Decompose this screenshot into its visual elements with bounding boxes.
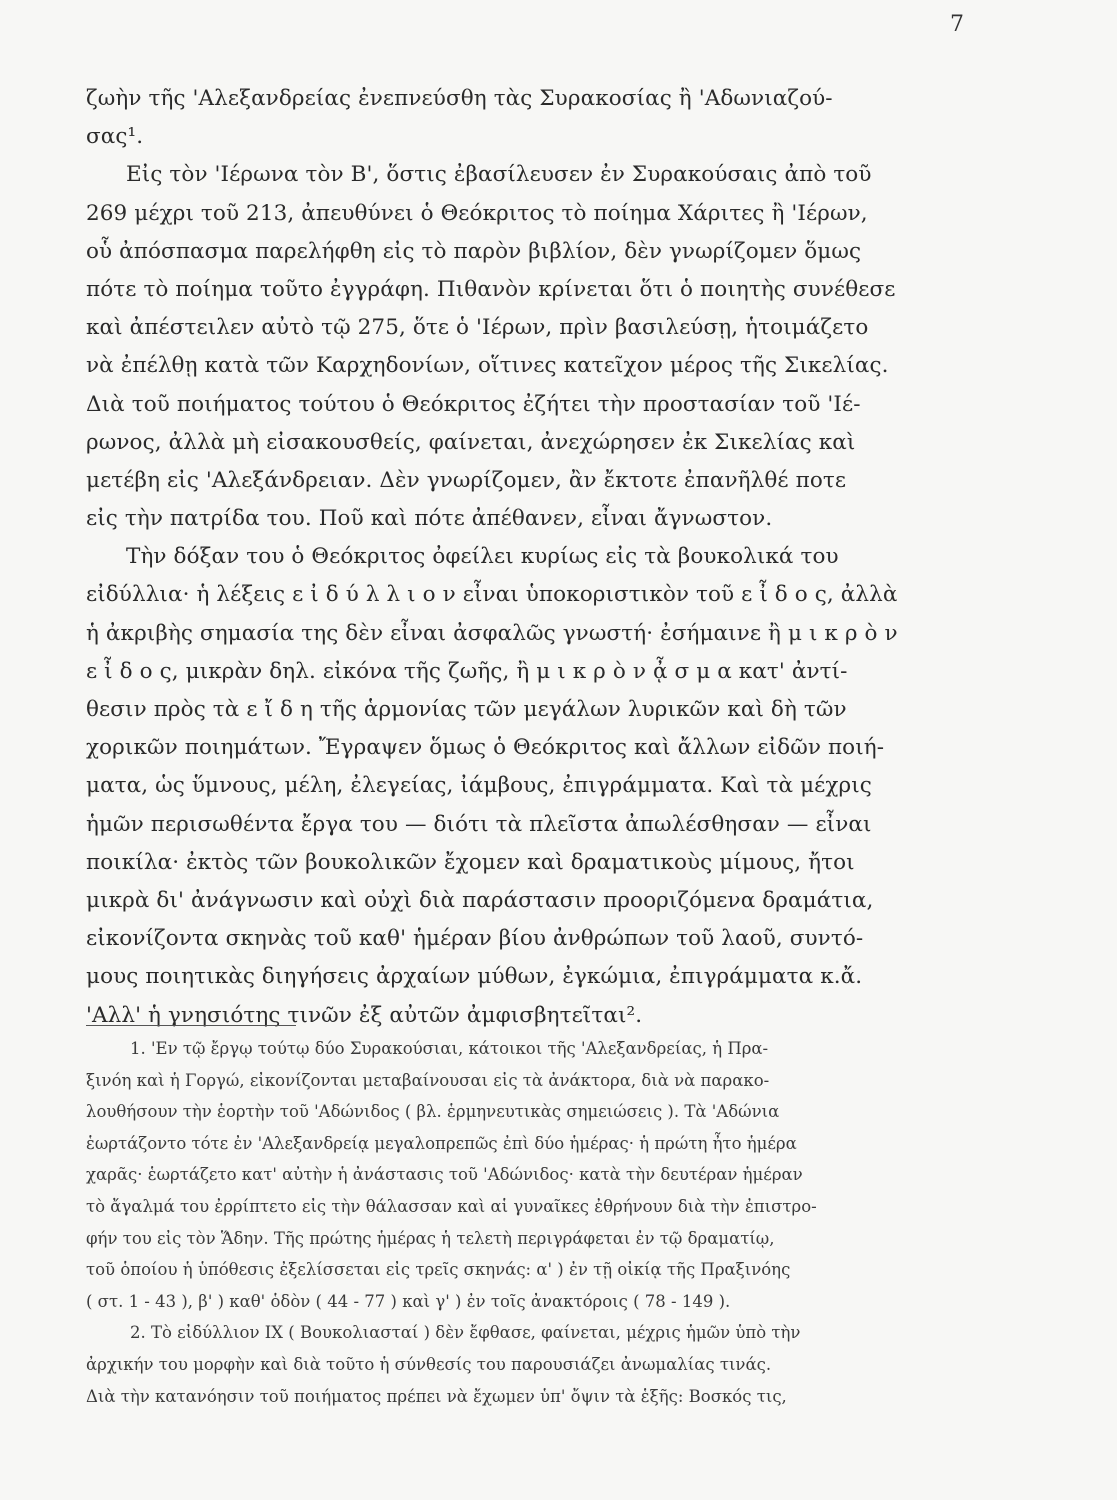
body-line: θεσιν πρὸς τὰ ε ἴ δ η τῆς ἁρμονίας τῶν μεγάλων λυρικῶν καὶ δὴ τῶν — [86, 697, 847, 722]
footnote-line: 2. Τὸ εἰδύλλιον IX ( Βουκολιασταί ) δὲν ἔφθασε, φαίνεται, μέχρις ἡμῶν ὑπὸ τὴν — [130, 1323, 801, 1343]
body-line: εἰς τὴν πατρίδα του. Ποῦ καὶ πότε ἀπέθανεν, εἶναι ἄγνωστον. — [86, 506, 773, 532]
body-line: Διὰ τοῦ ποιήματος τούτου ὁ Θεόκριτος ἐζήτει τὴν προστασίαν τοῦ 'Ιέ- — [86, 391, 861, 417]
body-line: μους ποιητικὰς διηγήσεις ἀρχαίων μύθων, ἐγκώμια, ἐπιγράμματα κ.ἄ. — [86, 964, 863, 990]
body-line: ποικίλα· ἐκτὸς τῶν βουκολικῶν ἔχομεν καὶ δραματικοὺς μίμους, ἤτοι — [86, 849, 855, 875]
body-line: νὰ ἐπέλθῃ κατὰ τῶν Καρχηδονίων, οἵτινες κατεῖχον μέρος τῆς Σικελίας. — [86, 353, 889, 379]
body-line: Εἰς τὸν 'Ιέρωνα τὸν Β', ὅστις ἐβασίλευσεν ἐν Συρακούσαις ἀπὸ τοῦ — [126, 162, 872, 188]
body-line: χορικῶν ποιημάτων. Ἔγραψεν ὅμως ὁ Θεόκριτος καὶ ἄλλων εἰδῶν ποιή- — [86, 735, 885, 761]
body-line: ἡ ἀκριβὴς σημασία της δὲν εἶναι ἀσφαλῶς γνωστή· ἐσήμαινε ἢ μ ι κ ρ ὸ ν — [86, 620, 898, 646]
body-line: 269 μέχρι τοῦ 213, ἀπευθύνει ὁ Θεόκριτος τὸ ποίημα Χάριτες ἢ 'Ιέρων, — [86, 200, 868, 226]
body-line: ματα, ὡς ὕμνους, μέλη, ἐλεγείας, ἰάμβους, ἐπιγράμματα. Καὶ τὰ μέχρις — [86, 773, 872, 799]
body-line: ε ἶ δ ο ς, μικρὰν δηλ. εἰκόνα τῆς ζωῆς, ἢ μ ι κ ρ ὸ ν ᾆ σ μ α κατ' ἀντί- — [86, 658, 848, 684]
footnote-line: φήν του εἰς τὸν Ἅδην. Τῆς πρώτης ἡμέρας ἡ τελετὴ περιγράφεται ἐν τῷ δραματίῳ, — [86, 1228, 775, 1248]
body-line: 'Αλλ' ἡ γνησιότης τινῶν ἐξ αὐτῶν ἀμφισβητεῖται². — [86, 1002, 643, 1028]
footnote-line: τοῦ ὁποίου ἡ ὑπόθεσις ἐξελίσσεται εἰς τρεῖς σκηνάς: α' ) ἐν τῇ οἰκίᾳ τῆς Πραξινόης — [86, 1260, 791, 1280]
footnote-line: 1. 'Εν τῷ ἔργῳ τούτῳ δύο Συρακούσιαι, κάτοικοι τῆς 'Αλεξανδρείας, ἡ Πρα- — [130, 1039, 769, 1058]
footnote-line: ἀρχικήν του μορφὴν καὶ διὰ τοῦτο ἡ σύνθεσίς του παρουσιάζει ἀνωμαλίας τινάς. — [86, 1354, 772, 1374]
body-line: εἰδύλλια· ἡ λέξεις ε ἰ δ ύ λ λ ι ο ν εἶναι ὑποκοριστικὸν τοῦ ε ἶ δ ο ς, ἀλλὰ — [86, 582, 898, 608]
footnote-line: χαρᾶς· ἑωρτάζετο κατ' αὐτὴν ἡ ἀνάστασις τοῦ 'Αδώνιδος· κατὰ τὴν δευτέραν ἡμέραν — [86, 1165, 803, 1185]
footnote-divider — [86, 1025, 296, 1026]
footnotes — [86, 1033, 966, 1412]
body-line: εἰκονίζοντα σκηνὰς τοῦ καθ' ἡμέραν βίου ἀνθρώπων τοῦ λαοῦ, συντό- — [86, 926, 864, 952]
footnote-line: Διὰ τὴν κατανόησιν τοῦ ποιήματος πρέπει νὰ ἔχωμεν ὑπ' ὄψιν τὰ ἑξῆς: Βοσκός τις, — [86, 1386, 787, 1406]
body-line: μετέβη εἰς 'Αλεξάνδρειαν. Δὲν γνωρίζομεν, ἂν ἔκτοτε ἐπανῆλθέ ποτε — [86, 467, 847, 493]
body-line: οὗ ἀπόσπασμα παρελήφθη εἰς τὸ παρὸν βιβλίον, δὲν γνωρίζομεν ὅμως — [86, 238, 862, 264]
body-line: πότε τὸ ποίημα τοῦτο ἐγγράφη. Πιθανὸν κρίνεται ὅτι ὁ ποιητὴς συνέθεσε — [86, 276, 896, 302]
body-line: ἡμῶν περισωθέντα ἔργα του — διότι τὰ πλεῖστα ἀπωλέσθησαν — εἶναι — [86, 811, 872, 837]
footnote-line: ἑωρτάζοντο τότε ἐν 'Αλεξανδρείᾳ μεγαλοπρεπῶς ἐπὶ δύο ἡμέρας· ἡ πρώτη ἦτο ἡμέρα — [86, 1133, 797, 1153]
body-line: μικρὰ δι' ἀνάγνωσιν καὶ οὐχὶ διὰ παράστασιν προοριζόμενα δραμάτια, — [86, 887, 874, 913]
footnote-line: λουθήσουν τὴν ἑορτὴν τοῦ 'Αδώνιδος ( βλ. ἑρμηνευτικὰς σημειώσεις ). Τὰ 'Αδώνια — [86, 1102, 780, 1122]
footnote-line: ( στ. 1 - 43 ), β' ) καθ' ὁδὸν ( 44 - 77 ) καὶ γ' ) ἐν τοῖς ἀνακτόροις ( 78 - 149 ). — [86, 1291, 731, 1311]
footnote-line: τὸ ἄγαλμά του ἐρρίπτετο εἰς τὴν θάλασσαν καὶ αἱ γυναῖκες ἐθρήνουν διὰ τὴν ἐπιστρο- — [86, 1196, 817, 1216]
body-text — [86, 80, 956, 1035]
body-line: ρωνος, ἀλλὰ μὴ εἰσακουσθείς, φαίνεται, ἀνεχώρησεν ἐκ Σικελίας καὶ — [86, 429, 856, 455]
body-line: Τὴν δόξαν του ὁ Θεόκριτος ὀφείλει κυρίως εἰς τὰ βουκολικά του — [126, 544, 839, 570]
body-line: ζωὴν τῆς 'Αλεξανδρείας ἐνεπνεύσθη τὰς Συρακοσίας ἢ 'Αδωνιαζού- — [86, 86, 833, 111]
body-line: καὶ ἀπέστειλεν αὐτὸ τῷ 275, ὅτε ὁ 'Ιέρων, πρὶν βασιλεύσῃ, ἡτοιμάζετο — [86, 315, 869, 341]
page-number: 7 — [950, 12, 964, 37]
body-line: σας¹. — [86, 124, 144, 150]
footnote-line: ξινόη καὶ ἡ Γοργώ, εἰκονίζονται μεταβαίνουσαι εἰς τὰ ἀνάκτορα, διὰ νὰ παρακο- — [86, 1070, 770, 1090]
